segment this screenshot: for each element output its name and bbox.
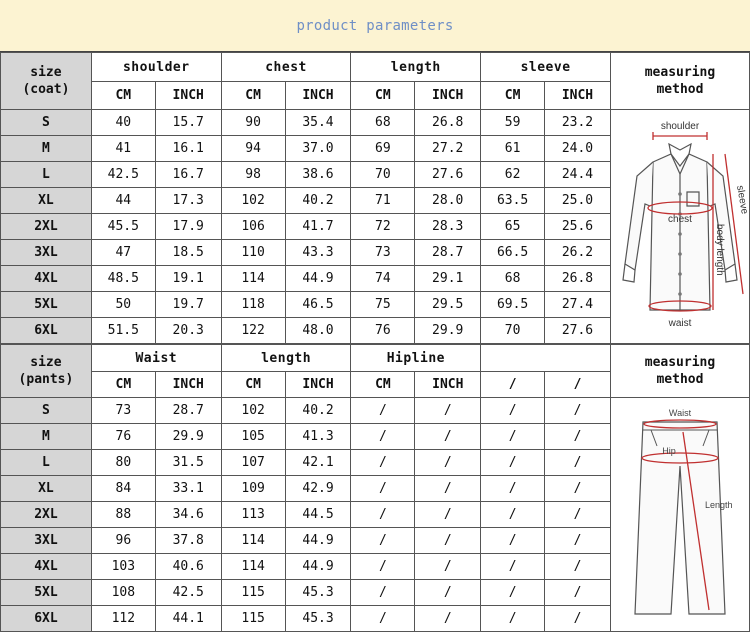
value-cell: 24.0	[545, 136, 611, 162]
size-cell: XL	[1, 188, 92, 214]
value-cell: /	[351, 424, 415, 450]
pants-size-header: size (pants)	[1, 345, 92, 398]
value-cell: /	[351, 554, 415, 580]
coat-measuring-method-header: measuring method	[610, 53, 749, 110]
value-cell: 44.9	[285, 266, 351, 292]
value-cell: 34.6	[155, 502, 221, 528]
value-cell: /	[481, 554, 545, 580]
value-cell: /	[545, 476, 611, 502]
value-cell: 48.5	[91, 266, 155, 292]
pants-length-header: length	[221, 345, 351, 372]
value-cell: /	[351, 502, 415, 528]
value-cell: 37.0	[285, 136, 351, 162]
size-cell: 5XL	[1, 580, 92, 606]
value-cell: 44.1	[155, 606, 221, 632]
value-cell: 38.6	[285, 162, 351, 188]
value-cell: 114	[221, 266, 285, 292]
value-cell: /	[351, 450, 415, 476]
value-cell: 90	[221, 110, 285, 136]
value-cell: 33.1	[155, 476, 221, 502]
unit-header: CM	[221, 82, 285, 110]
value-cell: 27.4	[545, 292, 611, 318]
pants-diagram-cell	[610, 398, 749, 632]
value-cell: /	[415, 528, 481, 554]
unit-header: CM	[351, 82, 415, 110]
value-cell: /	[351, 580, 415, 606]
unit-header: CM	[351, 372, 415, 398]
value-cell: 41	[91, 136, 155, 162]
unit-header: INCH	[155, 372, 221, 398]
value-cell: 29.5	[415, 292, 481, 318]
coat-size-table	[0, 52, 750, 344]
value-cell: /	[415, 580, 481, 606]
value-cell: 48.0	[285, 318, 351, 344]
value-cell: 118	[221, 292, 285, 318]
value-cell: /	[545, 606, 611, 632]
unit-header: INCH	[415, 82, 481, 110]
table-row	[1, 398, 750, 424]
value-cell: /	[415, 398, 481, 424]
diagram-body-length-label: body length	[713, 223, 725, 276]
value-cell: 18.5	[155, 240, 221, 266]
value-cell: 27.6	[545, 318, 611, 344]
value-cell: 41.3	[285, 424, 351, 450]
value-cell: 65	[481, 214, 545, 240]
value-cell: 80	[91, 450, 155, 476]
value-cell: 45.3	[285, 580, 351, 606]
diagram-waist-label: waist	[668, 317, 692, 329]
pants-empty-header	[481, 345, 611, 372]
value-cell: 102	[221, 188, 285, 214]
value-cell: 16.1	[155, 136, 221, 162]
value-cell: 35.4	[285, 110, 351, 136]
value-cell: 115	[221, 606, 285, 632]
size-cell: L	[1, 162, 92, 188]
value-cell: /	[351, 606, 415, 632]
value-cell: 42.1	[285, 450, 351, 476]
value-cell: 19.7	[155, 292, 221, 318]
shirt-measurement-diagram	[613, 114, 750, 340]
value-cell: 37.8	[155, 528, 221, 554]
value-cell: 72	[351, 214, 415, 240]
value-cell: 66.5	[481, 240, 545, 266]
coat-diagram-cell	[610, 110, 749, 344]
value-cell: 40.6	[155, 554, 221, 580]
value-cell: 88	[91, 502, 155, 528]
size-cell: 3XL	[1, 240, 92, 266]
value-cell: 28.0	[415, 188, 481, 214]
value-cell: 26.8	[415, 110, 481, 136]
pants-size-table	[0, 344, 750, 632]
value-cell: 15.7	[155, 110, 221, 136]
value-cell: /	[351, 528, 415, 554]
value-cell: 25.0	[545, 188, 611, 214]
value-cell: /	[481, 450, 545, 476]
unit-header: INCH	[285, 82, 351, 110]
size-cell: 2XL	[1, 502, 92, 528]
value-cell: 71	[351, 188, 415, 214]
value-cell: /	[545, 580, 611, 606]
value-cell: 98	[221, 162, 285, 188]
value-cell: 40	[91, 110, 155, 136]
size-cell: L	[1, 450, 92, 476]
value-cell: 114	[221, 554, 285, 580]
value-cell: 28.3	[415, 214, 481, 240]
value-cell: 44	[91, 188, 155, 214]
coat-chest-header: chest	[221, 53, 351, 82]
value-cell: 114	[221, 528, 285, 554]
value-cell: 63.5	[481, 188, 545, 214]
value-cell: 115	[221, 580, 285, 606]
value-cell: 102	[221, 398, 285, 424]
value-cell: 29.1	[415, 266, 481, 292]
value-cell: 27.2	[415, 136, 481, 162]
pants-measuring-method-header: measuring method	[610, 345, 749, 398]
value-cell: /	[351, 398, 415, 424]
pants-waist-header: Waist	[91, 345, 221, 372]
value-cell: /	[481, 424, 545, 450]
value-cell: 62	[481, 162, 545, 188]
unit-header: CM	[221, 372, 285, 398]
value-cell: 69	[351, 136, 415, 162]
size-cell: S	[1, 110, 92, 136]
value-cell: 61	[481, 136, 545, 162]
size-cell: 3XL	[1, 528, 92, 554]
size-cell: M	[1, 424, 92, 450]
coat-length-header: length	[351, 53, 481, 82]
unit-header: CM	[91, 372, 155, 398]
value-cell: 31.5	[155, 450, 221, 476]
value-cell: 108	[91, 580, 155, 606]
value-cell: 68	[351, 110, 415, 136]
value-cell: 20.3	[155, 318, 221, 344]
value-cell: 68	[481, 266, 545, 292]
value-cell: 27.6	[415, 162, 481, 188]
pants-hipline-header: Hipline	[351, 345, 481, 372]
value-cell: 26.8	[545, 266, 611, 292]
value-cell: 42.5	[91, 162, 155, 188]
value-cell: 84	[91, 476, 155, 502]
value-cell: 45.5	[91, 214, 155, 240]
value-cell: 16.7	[155, 162, 221, 188]
diagram-sleeve-label: sleeve	[734, 184, 750, 215]
value-cell: 45.3	[285, 606, 351, 632]
value-cell: 75	[351, 292, 415, 318]
value-cell: /	[415, 502, 481, 528]
value-cell: 112	[91, 606, 155, 632]
value-cell: 113	[221, 502, 285, 528]
diagram-waist-label: Waist	[668, 407, 692, 418]
value-cell: 17.3	[155, 188, 221, 214]
value-cell: /	[351, 476, 415, 502]
diagram-chest-label: chest	[668, 213, 692, 225]
value-cell: 25.6	[545, 214, 611, 240]
unit-header: /	[545, 372, 611, 398]
value-cell: 74	[351, 266, 415, 292]
size-cell: XL	[1, 476, 92, 502]
value-cell: 44.9	[285, 554, 351, 580]
value-cell: /	[415, 450, 481, 476]
size-cell: 6XL	[1, 606, 92, 632]
value-cell: 17.9	[155, 214, 221, 240]
value-cell: 29.9	[415, 318, 481, 344]
value-cell: 40.2	[285, 398, 351, 424]
size-cell: 5XL	[1, 292, 92, 318]
value-cell: /	[545, 450, 611, 476]
value-cell: 110	[221, 240, 285, 266]
diagram-shoulder-label: shoulder	[660, 120, 700, 132]
unit-header: INCH	[285, 372, 351, 398]
unit-header: CM	[91, 82, 155, 110]
value-cell: 70	[481, 318, 545, 344]
value-cell: /	[415, 606, 481, 632]
value-cell: 106	[221, 214, 285, 240]
value-cell: 73	[351, 240, 415, 266]
unit-header: INCH	[545, 82, 611, 110]
value-cell: 28.7	[155, 398, 221, 424]
value-cell: /	[481, 606, 545, 632]
value-cell: 76	[351, 318, 415, 344]
value-cell: 41.7	[285, 214, 351, 240]
unit-header: INCH	[415, 372, 481, 398]
coat-size-header: size (coat)	[1, 53, 92, 110]
unit-header: CM	[481, 82, 545, 110]
value-cell: /	[415, 554, 481, 580]
value-cell: 73	[91, 398, 155, 424]
value-cell: /	[481, 528, 545, 554]
diagram-length-label: Length	[704, 499, 733, 510]
value-cell: 51.5	[91, 318, 155, 344]
value-cell: 40.2	[285, 188, 351, 214]
value-cell: 19.1	[155, 266, 221, 292]
value-cell: /	[415, 424, 481, 450]
value-cell: /	[481, 476, 545, 502]
value-cell: 107	[221, 450, 285, 476]
size-cell: 4XL	[1, 554, 92, 580]
value-cell: 94	[221, 136, 285, 162]
value-cell: 105	[221, 424, 285, 450]
value-cell: /	[481, 398, 545, 424]
value-cell: /	[545, 554, 611, 580]
value-cell: 42.5	[155, 580, 221, 606]
value-cell: 28.7	[415, 240, 481, 266]
page-title: product parameters	[296, 17, 454, 34]
value-cell: 109	[221, 476, 285, 502]
table-row	[1, 110, 750, 136]
value-cell: /	[545, 398, 611, 424]
value-cell: /	[415, 476, 481, 502]
value-cell: 70	[351, 162, 415, 188]
unit-header: /	[481, 372, 545, 398]
coat-shoulder-header: shoulder	[91, 53, 221, 82]
coat-sleeve-header: sleeve	[481, 53, 611, 82]
value-cell: 24.4	[545, 162, 611, 188]
size-cell: M	[1, 136, 92, 162]
value-cell: /	[545, 528, 611, 554]
value-cell: 44.9	[285, 528, 351, 554]
value-cell: 46.5	[285, 292, 351, 318]
value-cell: 26.2	[545, 240, 611, 266]
size-cell: 4XL	[1, 266, 92, 292]
value-cell: 29.9	[155, 424, 221, 450]
value-cell: /	[545, 424, 611, 450]
value-cell: 122	[221, 318, 285, 344]
value-cell: 50	[91, 292, 155, 318]
value-cell: 96	[91, 528, 155, 554]
value-cell: 59	[481, 110, 545, 136]
diagram-hip-label: Hip	[662, 445, 676, 456]
size-cell: S	[1, 398, 92, 424]
value-cell: /	[481, 580, 545, 606]
value-cell: 42.9	[285, 476, 351, 502]
value-cell: 103	[91, 554, 155, 580]
value-cell: 47	[91, 240, 155, 266]
value-cell: 44.5	[285, 502, 351, 528]
value-cell: /	[545, 502, 611, 528]
title-banner	[0, 0, 750, 52]
value-cell: 23.2	[545, 110, 611, 136]
value-cell: 76	[91, 424, 155, 450]
size-cell: 2XL	[1, 214, 92, 240]
unit-header: INCH	[155, 82, 221, 110]
value-cell: /	[481, 502, 545, 528]
value-cell: 43.3	[285, 240, 351, 266]
pants-measurement-diagram	[613, 402, 747, 628]
size-cell: 6XL	[1, 318, 92, 344]
value-cell: 69.5	[481, 292, 545, 318]
